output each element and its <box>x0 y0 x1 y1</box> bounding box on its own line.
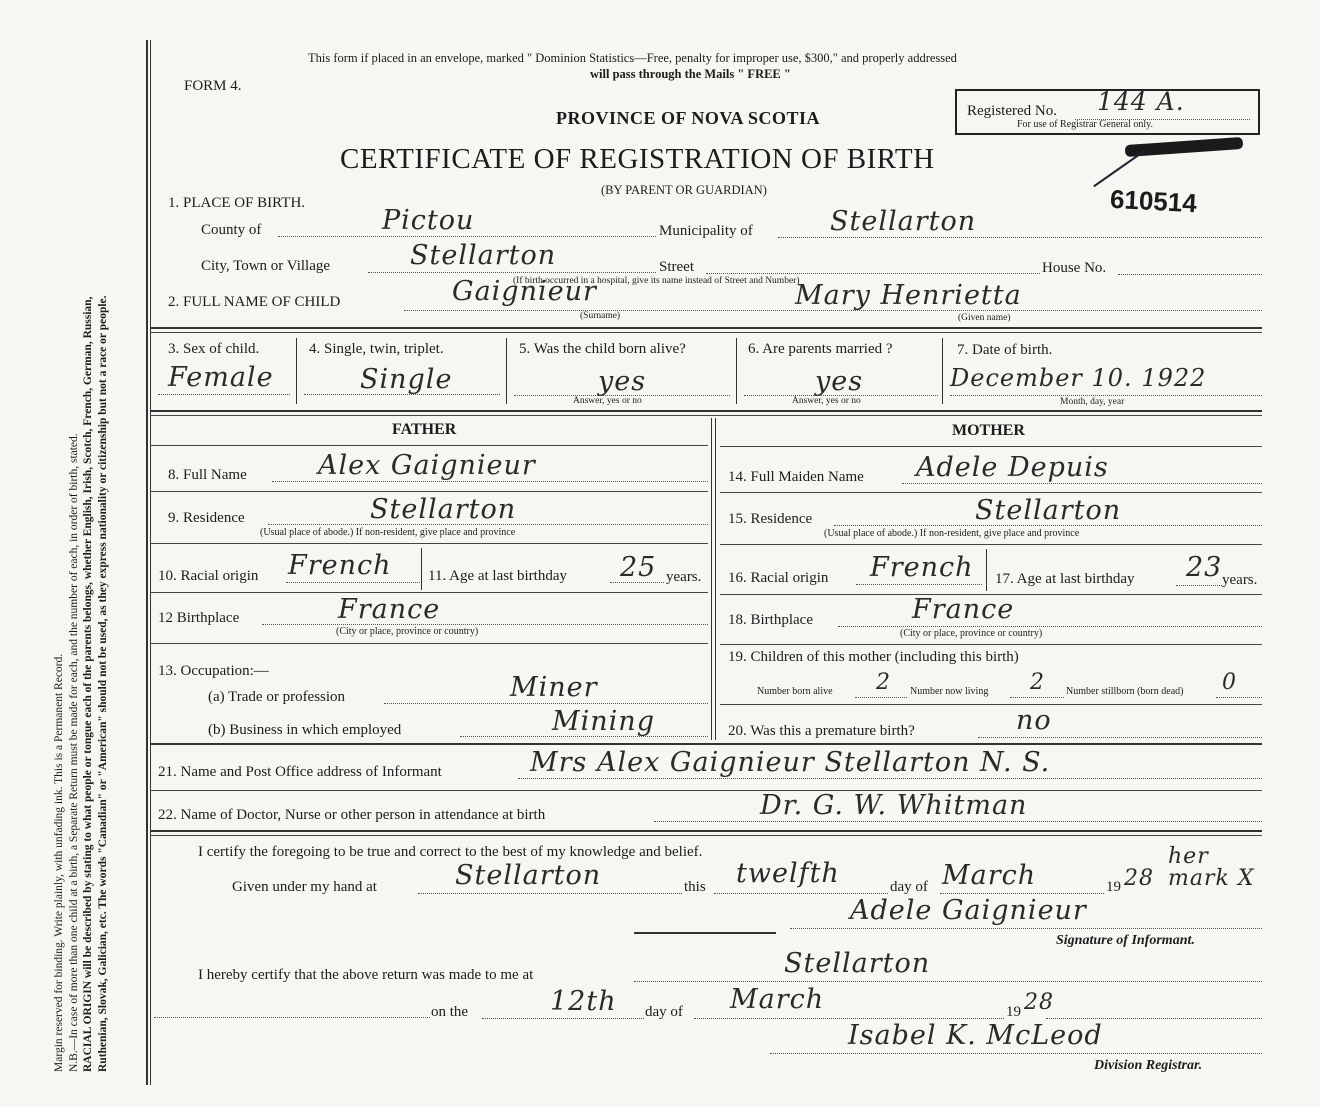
mother-racial-value: French <box>870 552 974 583</box>
municipality-value: Stellarton <box>830 206 977 237</box>
struck-out-number <box>1125 137 1244 157</box>
given-name-caption: (Given name) <box>958 313 1011 323</box>
mail-notice-1: This form if placed in an envelope, marked " Dominion Statistics—Free, penalty for improper use, $300," and properly addressed <box>308 51 957 65</box>
mother-heading: MOTHER <box>952 422 1025 439</box>
born-alive-value: yes <box>598 366 647 397</box>
born-alive-caption: Answer, yes or no <box>573 396 642 406</box>
living-count-label: Number now living <box>910 686 989 697</box>
informant-label: 21. Name and Post Office address of Informant <box>158 764 442 780</box>
certify-month: March <box>942 860 1037 891</box>
mother-birthplace-caption: (City or place, province or country) <box>900 628 1043 639</box>
dob-value: December 10. 1922 <box>950 364 1207 392</box>
born-alive-count: 2 <box>876 670 891 695</box>
child-given-name: Mary Henrietta <box>795 280 1022 311</box>
doctor-label: 22. Name of Doctor, Nurse or other person in attendance at birth <box>158 807 546 823</box>
informant-value: Mrs Alex Gaignieur Stellarton N. S. <box>530 747 1051 778</box>
given-place: Stellarton <box>455 860 602 891</box>
mother-age-value: 23 <box>1186 552 1223 583</box>
trade-label: (a) Trade or profession <box>208 689 346 705</box>
father-racial-value: French <box>288 550 392 581</box>
margin-border-line <box>146 40 148 1085</box>
mother-residence-label: 15. Residence <box>728 511 813 527</box>
county-value: Pictou <box>382 205 475 236</box>
margin-line-2: N.B.—In case of more than one child at a birth, a Separate Return must be made for each, and the number of each, in order of birth, stated. <box>67 433 80 1072</box>
registrar-year: 28 <box>1024 990 1054 1015</box>
mother-residence-caption: (Usual place of abode.) If non-resident, give place and province <box>824 528 1080 539</box>
sex-label: 3. Sex of child. <box>168 341 260 357</box>
birth-type-label: 4. Single, twin, triplet. <box>309 341 444 357</box>
premature-value: no <box>1016 705 1052 736</box>
registrar-caption: Division Registrar. <box>1094 1058 1203 1073</box>
father-age-value: 25 <box>620 552 657 583</box>
registrar-day: 12th <box>550 986 617 1017</box>
county-label: County of <box>201 222 262 238</box>
occupation-label: 13. Occupation:— <box>158 663 269 679</box>
born-alive-count-label: Number born alive <box>757 686 833 697</box>
dob-label: 7. Date of birth. <box>957 342 1053 358</box>
father-age-unit: years. <box>666 569 702 585</box>
street-label: Street <box>659 259 694 275</box>
registration-note: For use of Registrar General only. <box>1017 119 1153 130</box>
father-birthplace-caption: (City or place, province or country) <box>336 626 479 637</box>
mother-residence-value: Stellarton <box>975 495 1122 526</box>
mother-age-label: 17. Age at last birthday <box>995 571 1135 587</box>
place-heading: 1. PLACE OF BIRTH. <box>168 195 306 211</box>
business-label: (b) Business in which employed <box>208 722 402 738</box>
parents-married-label: 6. Are parents married ? <box>748 341 893 357</box>
pen-stroke <box>1093 150 1145 187</box>
business-value: Mining <box>552 706 655 737</box>
certify-year-prefix: 19 <box>1106 879 1121 895</box>
registration-box <box>955 89 1260 135</box>
father-residence-label: 9. Residence <box>168 510 245 526</box>
child-surname: Gaignieur <box>452 276 597 307</box>
city-value: Stellarton <box>410 240 557 271</box>
parents-married-value: yes <box>815 366 864 397</box>
mother-age-unit: years. <box>1222 572 1258 588</box>
premature-label: 20. Was this a premature birth? <box>728 723 915 739</box>
mother-name-label: 14. Full Maiden Name <box>728 469 864 485</box>
certify-day-label: day of <box>890 879 928 895</box>
given-under-label: Given under my hand at <box>232 879 377 895</box>
doctor-value: Dr. G. W. Whitman <box>760 790 1028 821</box>
father-residence-caption: (Usual place of abode.) If non-resident, give place and province <box>260 527 516 538</box>
municipality-label: Municipality of <box>659 223 753 239</box>
birth-type-value: Single <box>360 364 453 395</box>
form-number: FORM 4. <box>184 78 242 94</box>
living-count: 2 <box>1030 670 1045 695</box>
margin-line-1: Margin reserved for binding. Write plainly, with unfading ink. This is a Permanent Record. <box>53 653 65 1072</box>
house-label: House No. <box>1042 260 1107 276</box>
sex-value: Female <box>168 362 274 393</box>
mother-birthplace-value: France <box>912 594 1015 625</box>
stamp-number: 610514 <box>1109 183 1198 219</box>
this-label: this <box>684 879 706 895</box>
registrar-place: Stellarton <box>784 948 931 979</box>
on-the-label: on the <box>431 1004 469 1020</box>
father-name-label: 8. Full Name <box>168 467 247 483</box>
page-title: CERTIFICATE OF REGISTRATION OF BIRTH <box>340 143 935 175</box>
informant-signature: Adele Gaignieur <box>850 895 1087 926</box>
mark-note: her mark X <box>1168 844 1255 891</box>
father-name-value: Alex Gaignieur <box>318 450 536 481</box>
mother-racial-label: 16. Racial origin <box>728 570 829 586</box>
father-heading: FATHER <box>392 421 457 438</box>
father-racial-label: 10. Racial origin <box>158 568 259 584</box>
margin-border-line-inner <box>150 40 151 1085</box>
registration-number: 144 A. <box>1097 87 1185 116</box>
dob-caption: Month, day, year <box>1060 397 1125 407</box>
father-age-label: 11. Age at last birthday <box>428 568 567 584</box>
stillborn-count: 0 <box>1222 670 1237 695</box>
street-note: (If birth occurred in a hospital, give its name instead of Street and Number) <box>513 276 800 286</box>
parents-married-caption: Answer, yes or no <box>792 396 861 406</box>
children-label: 19. Children of this mother (including this birth) <box>728 649 1019 665</box>
certify-year: 28 <box>1124 866 1154 891</box>
certify-statement: I certify the foregoing to be true and correct to the best of my knowledge and belief. <box>198 844 703 860</box>
mail-notice-2: will pass through the Mails " FREE " <box>590 67 791 81</box>
registrar-day-label: day of <box>645 1004 683 1020</box>
mother-name-value: Adele Depuis <box>916 452 1109 483</box>
surname-caption: (Surname) <box>580 311 621 321</box>
father-residence-value: Stellarton <box>370 494 517 525</box>
province-heading: PROVINCE OF NOVA SCOTIA <box>556 108 821 128</box>
father-birthplace-label: 12 Birthplace <box>158 610 240 626</box>
margin-line-3: RACIAL ORIGIN will be described by stating to what people or tongue each of the parents belongs, whether English, Irish, Scotch, French, German, Russian, <box>82 296 94 1072</box>
registrar-month: March <box>730 984 825 1015</box>
margin-line-4: Ruthenian, Slovak, Galician, etc. The words "Canadian" or "American" should not be used, as they express nationality or citizenship but not a race or people. <box>96 295 109 1072</box>
mother-birthplace-label: 18. Birthplace <box>728 612 813 628</box>
this-value: twelfth <box>736 858 840 889</box>
stillborn-count-label: Number stillborn (born dead) <box>1066 686 1184 697</box>
father-birthplace-value: France <box>338 594 441 625</box>
registrar-signature: Isabel K. McLeod <box>848 1020 1103 1051</box>
signature-caption: Signature of Informant. <box>1056 933 1195 948</box>
child-name-label: 2. FULL NAME OF CHILD <box>168 294 341 310</box>
registrar-year-prefix: 19 <box>1006 1004 1021 1020</box>
born-alive-label: 5. Was the child born alive? <box>519 341 686 357</box>
city-label: City, Town or Village <box>201 258 331 274</box>
page-subtitle: (BY PARENT OR GUARDIAN) <box>601 183 767 197</box>
registration-label: Registered No. <box>967 103 1057 119</box>
registrar-statement: I hereby certify that the above return was made to me at <box>198 967 534 983</box>
margin-instructions <box>52 295 110 1072</box>
trade-value: Miner <box>510 672 598 703</box>
